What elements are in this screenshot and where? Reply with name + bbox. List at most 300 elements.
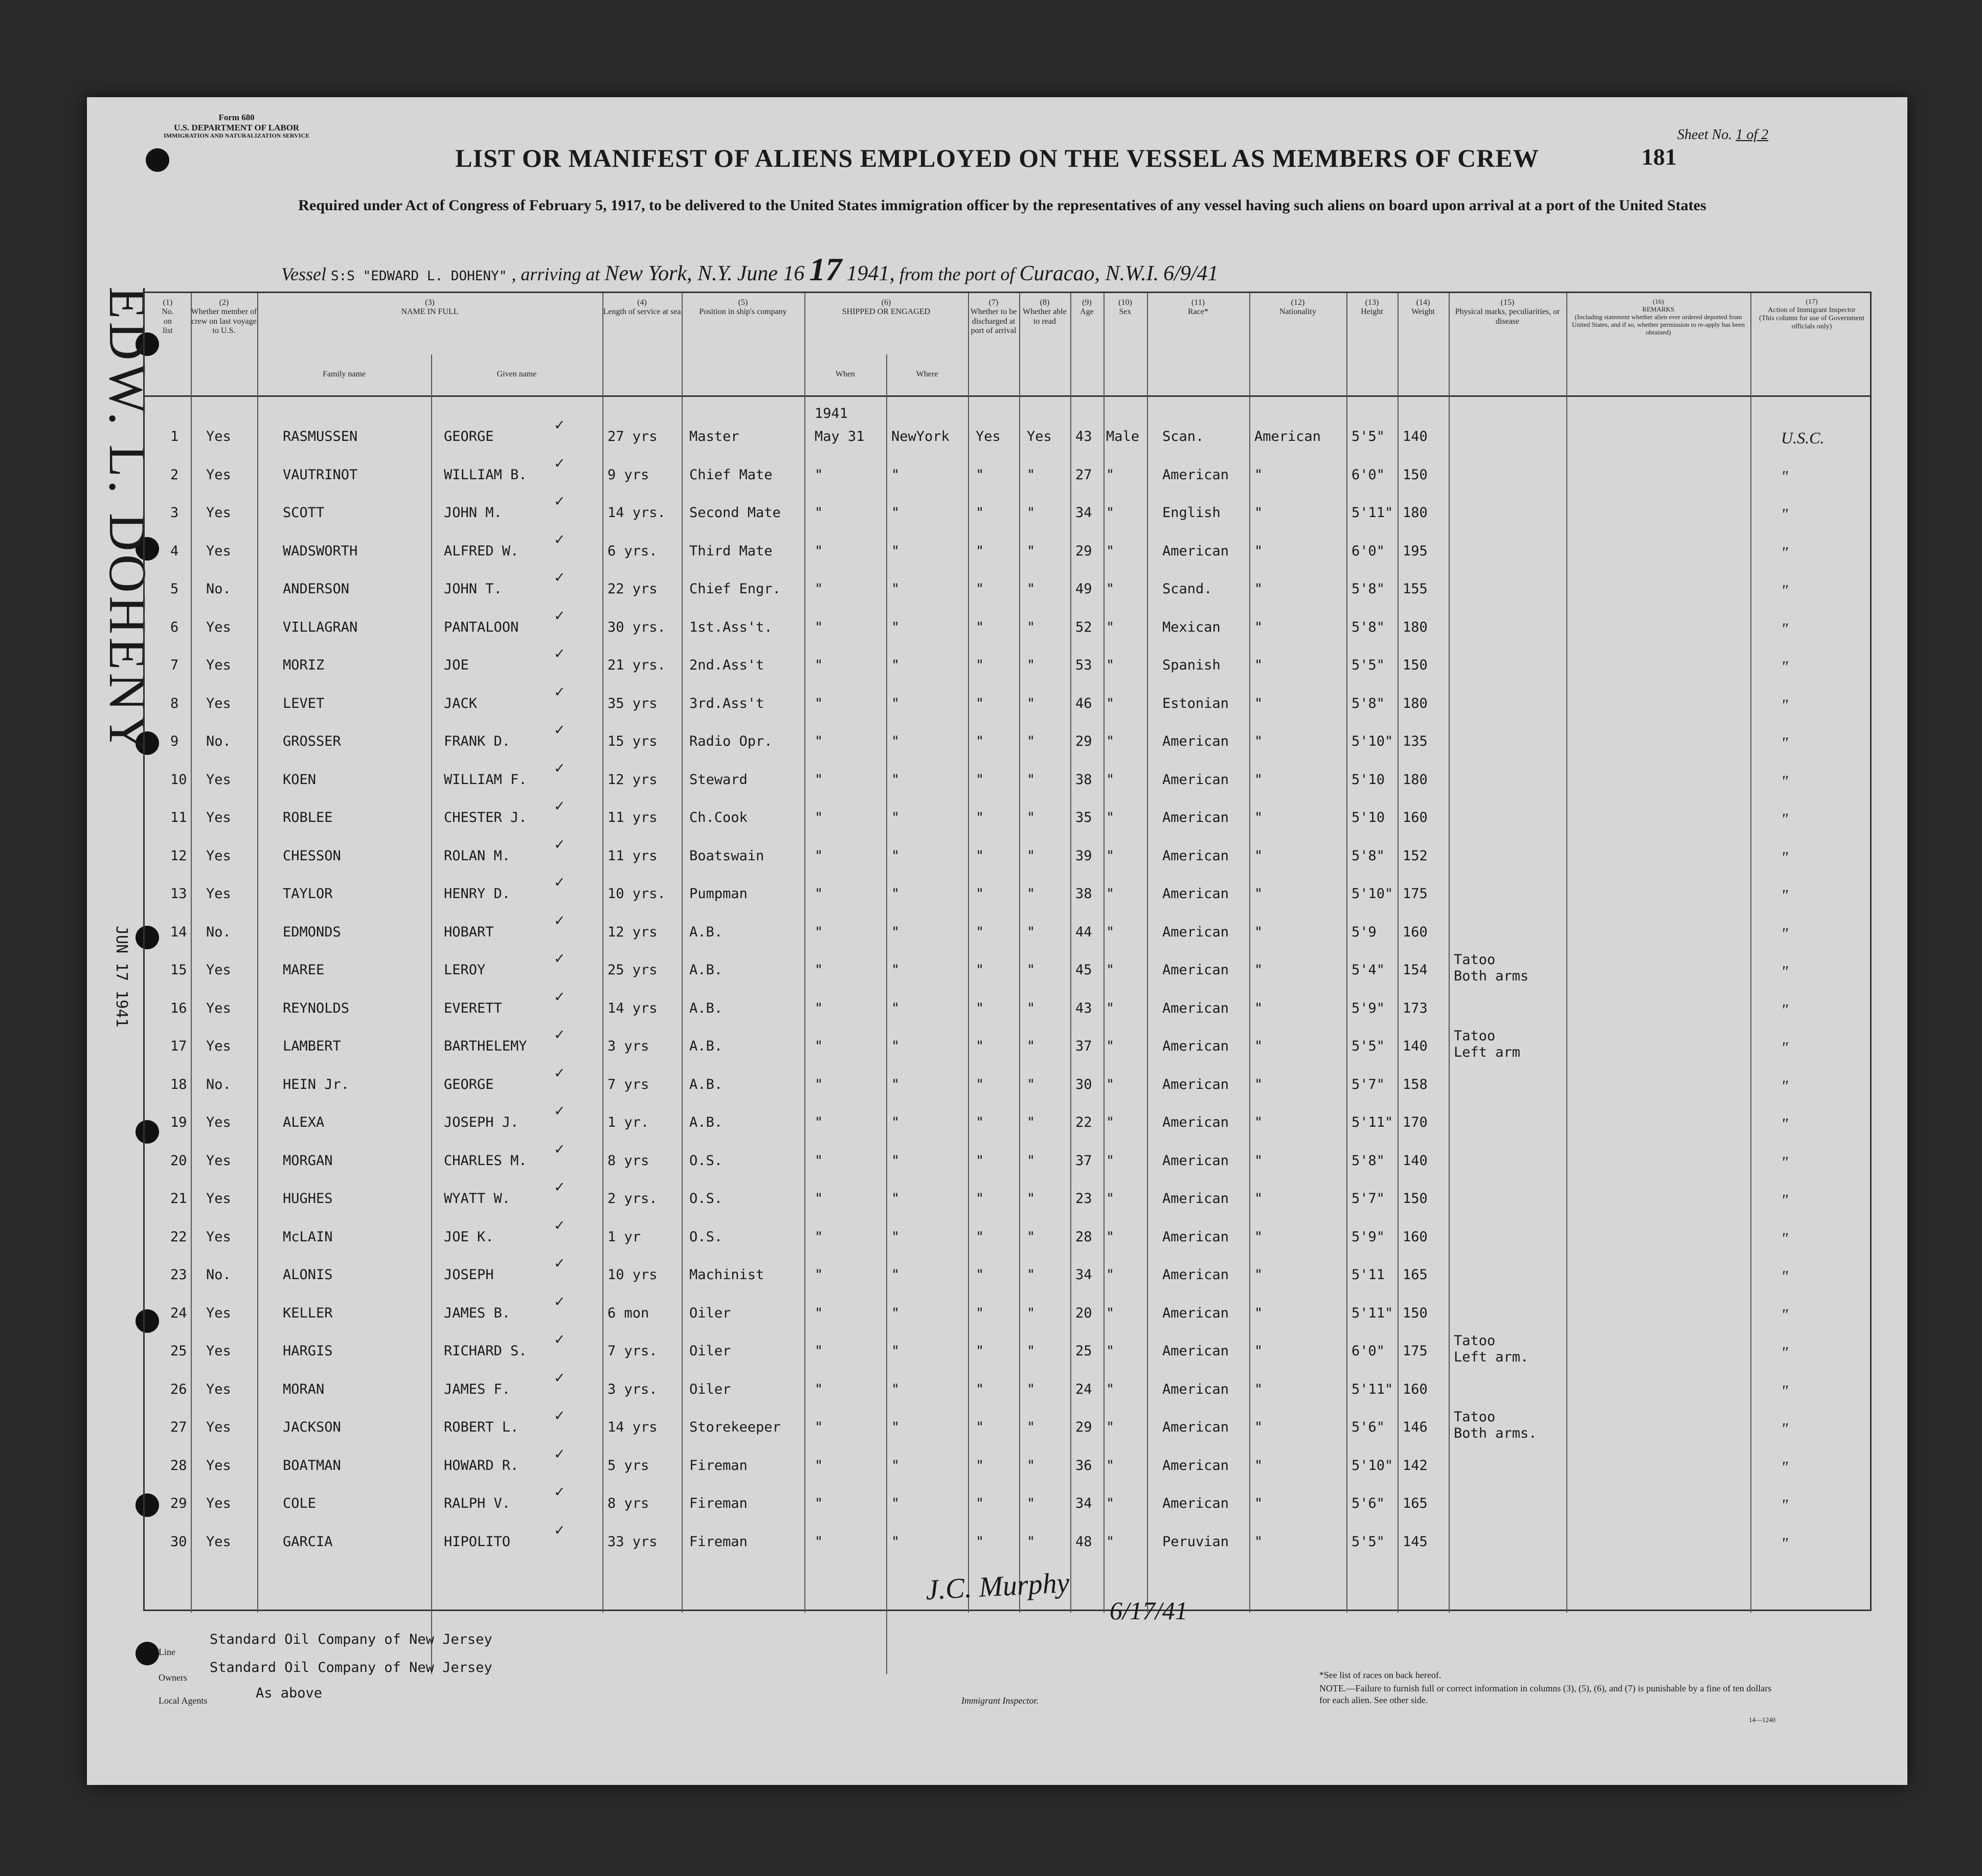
prev-voyage: Yes [206, 1191, 231, 1207]
header-family-name: Family name [323, 370, 366, 378]
age: 43 [1075, 1000, 1092, 1016]
page-title: LIST OR MANIFEST OF ALIENS EMPLOYED ON THE VESSEL AS MEMBERS OF CREW [455, 144, 1539, 172]
able-to-read: " [1027, 1229, 1035, 1245]
weight: 180 [1403, 505, 1428, 521]
height: 5'5" [1352, 657, 1385, 673]
sex: " [1106, 962, 1115, 978]
check-mark-icon: ✓ [554, 912, 566, 929]
shipped-when: " [815, 505, 823, 521]
position: A.B. [689, 1000, 723, 1016]
height: 5'10" [1352, 886, 1393, 902]
shipped-when: " [815, 695, 823, 711]
family-name: ALEXA [283, 1114, 325, 1130]
length-service: 27 yrs [607, 429, 658, 444]
height: 5'11" [1352, 505, 1393, 521]
discharged: " [976, 466, 984, 483]
given-name: WILLIAM B. [444, 466, 527, 483]
inspector-action: " [1781, 1305, 1788, 1324]
length-service: 14 yrs. [607, 505, 666, 521]
shipped-when: " [815, 886, 823, 902]
race: American [1162, 886, 1229, 902]
able-to-read: " [1027, 733, 1035, 749]
row-number: 3 [170, 505, 179, 521]
margin-date-stamp: JUN 17 1941 [112, 926, 130, 1028]
table-row [145, 1217, 1870, 1267]
height: 5'8" [1352, 695, 1385, 711]
position: Storekeeper [689, 1419, 781, 1435]
prev-voyage: Yes [206, 1457, 231, 1473]
nationality: American [1254, 429, 1321, 444]
race: American [1162, 962, 1229, 978]
sex: " [1106, 810, 1115, 825]
age: 48 [1075, 1533, 1092, 1550]
length-service: 15 yrs [607, 733, 658, 749]
family-name: GROSSER [283, 733, 341, 749]
age: 49 [1075, 581, 1092, 597]
service-name: IMMIGRATION AND NATURALIZATION SERVICE [164, 132, 310, 140]
race: American [1162, 1076, 1229, 1092]
check-mark-icon: ✓ [554, 455, 566, 472]
shipped-where: " [891, 1381, 900, 1397]
weight: 175 [1403, 886, 1428, 902]
table-row [145, 951, 1870, 1000]
from-port-label: from the port of [899, 264, 1015, 284]
age: 52 [1075, 619, 1092, 635]
able-to-read: " [1027, 1114, 1035, 1130]
first-row-year: 1941 [815, 406, 848, 421]
length-service: 8 yrs [607, 1495, 649, 1511]
height: 5'10 [1352, 771, 1385, 788]
sex: " [1106, 1114, 1115, 1130]
sex: " [1106, 543, 1115, 559]
nationality: " [1254, 810, 1263, 825]
shipped-when: " [815, 543, 823, 559]
discharged: " [976, 1152, 984, 1169]
height: 5'7" [1352, 1076, 1385, 1092]
owners-value: Standard Oil Company of New Jersey [210, 1660, 492, 1676]
given-name: JOSEPH [444, 1267, 494, 1283]
position: O.S. [689, 1191, 723, 1207]
length-service: 3 yrs. [607, 1381, 658, 1397]
row-number: 4 [170, 543, 179, 559]
prev-voyage: Yes [206, 619, 231, 635]
given-name: JACK [444, 695, 478, 711]
inspector-action: " [1781, 619, 1788, 638]
position: Boatswain [689, 847, 764, 864]
row-number: 13 [170, 886, 187, 902]
position: A.B. [689, 1076, 723, 1092]
race: American [1162, 924, 1229, 940]
table-row [145, 1065, 1870, 1114]
inspector-action: " [1781, 771, 1788, 790]
length-service: 35 yrs [607, 695, 658, 711]
row-number: 7 [170, 657, 179, 673]
check-mark-icon: ✓ [554, 1408, 566, 1424]
given-name: PANTALOON [444, 619, 519, 635]
check-mark-icon: ✓ [554, 531, 566, 548]
table-row [145, 1332, 1870, 1381]
weight: 165 [1403, 1267, 1428, 1283]
check-mark-icon: ✓ [554, 1065, 566, 1081]
able-to-read: " [1027, 466, 1035, 483]
header-sex: (10) Sex [1118, 298, 1132, 317]
race: Spanish [1162, 657, 1221, 673]
shipped-where: " [891, 1533, 900, 1550]
row-number: 25 [170, 1343, 187, 1359]
length-service: 7 yrs. [607, 1343, 658, 1359]
sex: " [1106, 1229, 1115, 1245]
shipped-where: " [891, 1343, 900, 1359]
given-name: HOWARD R. [444, 1457, 519, 1473]
sex: " [1106, 466, 1115, 483]
prev-voyage: Yes [206, 1495, 231, 1511]
weight: 150 [1403, 1191, 1428, 1207]
discharged: " [976, 657, 984, 673]
family-name: BOATMAN [283, 1457, 341, 1473]
given-name: JOHN T. [444, 581, 502, 597]
header-when: When [835, 370, 855, 378]
height: 5'11 [1352, 1267, 1385, 1283]
shipped-when: " [815, 1267, 823, 1283]
header-height: (13) Height [1361, 298, 1383, 317]
weight: 150 [1403, 1305, 1428, 1321]
discharged: " [976, 543, 984, 559]
length-service: 2 yrs. [607, 1191, 658, 1207]
given-name: JOE [444, 657, 469, 673]
able-to-read: " [1027, 771, 1035, 788]
age: 29 [1075, 733, 1092, 749]
race: American [1162, 733, 1229, 749]
race: Scand. [1162, 581, 1212, 597]
sex: " [1106, 886, 1115, 902]
table-row [145, 608, 1870, 657]
nationality: " [1254, 1191, 1263, 1207]
shipped-when: " [815, 1152, 823, 1169]
shipped-when: " [815, 1343, 823, 1359]
prev-voyage: No. [206, 1267, 231, 1283]
height: 5'11" [1352, 1381, 1393, 1397]
age: 27 [1075, 466, 1092, 483]
owners-label: Owners [159, 1672, 187, 1683]
shipped-when: " [815, 1038, 823, 1054]
table-row [145, 1370, 1870, 1419]
check-mark-icon: ✓ [554, 1332, 566, 1348]
weight: 160 [1403, 1381, 1428, 1397]
prev-voyage: No. [206, 733, 231, 749]
row-number: 12 [170, 847, 187, 864]
family-name: HARGIS [283, 1343, 333, 1359]
header-nationality: (12) Nationality [1279, 298, 1316, 317]
age: 46 [1075, 695, 1092, 711]
family-name: GARCIA [283, 1533, 333, 1550]
weight: 152 [1403, 847, 1428, 864]
able-to-read: " [1027, 1533, 1035, 1550]
vessel-name: S:S "EDWARD L. DOHENY" [330, 269, 507, 284]
given-name: ROLAN M. [444, 847, 511, 864]
length-service: 6 yrs. [607, 543, 658, 559]
inspector-action: " [1781, 733, 1788, 752]
race: American [1162, 847, 1229, 864]
sex: " [1106, 1000, 1115, 1016]
shipped-when: " [815, 1000, 823, 1016]
given-name: GEORGE [444, 429, 494, 444]
row-number: 30 [170, 1533, 187, 1550]
race: American [1162, 1114, 1229, 1130]
departure-port: Curacao, N.W.I. [1019, 262, 1159, 285]
form-code: 14—1240 [1749, 1716, 1775, 1724]
footnote-races: *See list of races on back hereof. [1319, 1670, 1442, 1680]
family-name: VAUTRINOT [283, 466, 358, 483]
race: American [1162, 1229, 1229, 1245]
length-service: 21 yrs. [607, 657, 666, 673]
age: 35 [1075, 810, 1092, 825]
family-name: RASMUSSEN [283, 429, 358, 444]
height: 5'8" [1352, 847, 1385, 864]
age: 24 [1075, 1381, 1092, 1397]
signature-date: 6/17/41 [1110, 1596, 1188, 1625]
race: Scan. [1162, 429, 1204, 444]
discharged: " [976, 962, 984, 978]
family-name: ALONIS [283, 1267, 333, 1283]
prev-voyage: Yes [206, 1305, 231, 1321]
sex: " [1106, 733, 1115, 749]
check-mark-icon: ✓ [554, 1522, 566, 1538]
row-number: 27 [170, 1419, 187, 1435]
header-no-on-list: (1) No. on list [162, 298, 174, 336]
header-length-service: (4) Length of service at sea [603, 298, 681, 317]
able-to-read: " [1027, 1038, 1035, 1054]
family-name: MAREE [283, 962, 325, 978]
check-mark-icon: ✓ [554, 1370, 566, 1386]
agents-label: Local Agents [159, 1695, 208, 1706]
crew-table [143, 292, 1872, 1611]
weight: 150 [1403, 657, 1428, 673]
given-name: EVERETT [444, 1000, 502, 1016]
sex: " [1106, 1152, 1115, 1169]
shipped-where: " [891, 924, 900, 940]
position: Fireman [689, 1457, 748, 1473]
vessel-label: Vessel [281, 264, 326, 284]
weight: 142 [1403, 1457, 1428, 1473]
weight: 154 [1403, 962, 1428, 978]
shipped-when: " [815, 1495, 823, 1511]
position: Fireman [689, 1533, 748, 1550]
row-number: 1 [170, 429, 179, 444]
height: 5'5" [1352, 1038, 1385, 1054]
given-name: ALFRED W. [444, 543, 519, 559]
prev-voyage: Yes [206, 543, 231, 559]
height: 5'5" [1352, 1533, 1385, 1550]
given-name: HENRY D. [444, 886, 511, 902]
shipped-where: " [891, 962, 900, 978]
position: Third Mate [689, 543, 773, 559]
family-name: REYNOLDS [283, 1000, 350, 1016]
length-service: 5 yrs [607, 1457, 649, 1473]
age: 37 [1075, 1152, 1092, 1169]
weight: 173 [1403, 1000, 1428, 1016]
margin-vessel-name: EDW. L. DOHENY [98, 286, 157, 756]
weight: 150 [1403, 466, 1428, 483]
age: 23 [1075, 1191, 1092, 1207]
race: American [1162, 1343, 1229, 1359]
table-row [145, 531, 1870, 581]
sex: " [1106, 1495, 1115, 1511]
shipped-when: " [815, 810, 823, 825]
shipped-where: " [891, 581, 900, 597]
weight: 135 [1403, 733, 1428, 749]
given-name: WILLIAM F. [444, 771, 527, 788]
given-name: JOE K. [444, 1229, 494, 1245]
inspector-action: " [1781, 1533, 1788, 1552]
height: 5'8" [1352, 581, 1385, 597]
row-number: 8 [170, 695, 179, 711]
able-to-read: " [1027, 505, 1035, 521]
sheet-number [1677, 127, 1768, 143]
weight: 160 [1403, 924, 1428, 940]
race: American [1162, 1305, 1229, 1321]
discharged: " [976, 619, 984, 635]
position: O.S. [689, 1229, 723, 1245]
shipped-where: " [891, 1114, 900, 1130]
footnote-penalty: NOTE.—Failure to furnish full or correct information in columns (3), (5), (6), and (7) is punishable by a fine of ten dollars for each alien. See other side. [1319, 1683, 1772, 1705]
inspector-action: " [1781, 1419, 1788, 1438]
sex: " [1106, 924, 1115, 940]
shipped-when: " [815, 581, 823, 597]
height: 5'5" [1352, 429, 1385, 444]
discharged: " [976, 771, 984, 788]
nationality: " [1254, 581, 1263, 597]
weight: 155 [1403, 581, 1428, 597]
shipped-where: " [891, 657, 900, 673]
shipped-where: " [891, 733, 900, 749]
inspector-action: " [1781, 847, 1788, 866]
sex: " [1106, 505, 1115, 521]
nationality: " [1254, 733, 1263, 749]
prev-voyage: Yes [206, 466, 231, 483]
family-name: CHESSON [283, 847, 341, 864]
discharged: " [976, 1229, 984, 1245]
given-name: CHARLES M. [444, 1152, 527, 1169]
table-row [145, 1179, 1870, 1229]
position: 2nd.Ass't [689, 657, 764, 673]
shipped-when: " [815, 1076, 823, 1092]
arriving-label: , arriving at [511, 264, 600, 284]
able-to-read: " [1027, 619, 1035, 635]
shipped-when: " [815, 466, 823, 483]
weight: 140 [1403, 1038, 1428, 1054]
family-name: McLAIN [283, 1229, 333, 1245]
family-name: TAYLOR [283, 886, 333, 902]
length-service: 1 yr. [607, 1114, 649, 1130]
prev-voyage: Yes [206, 810, 231, 825]
weight: 175 [1403, 1343, 1428, 1359]
height: 5'11" [1352, 1114, 1393, 1130]
race: American [1162, 543, 1229, 559]
given-name: FRANK D. [444, 733, 511, 749]
age: 30 [1075, 1076, 1092, 1092]
prev-voyage: Yes [206, 1000, 231, 1016]
age: 36 [1075, 1457, 1092, 1473]
nationality: " [1254, 1038, 1263, 1054]
position: A.B. [689, 1114, 723, 1130]
race: American [1162, 771, 1229, 788]
position: Oiler [689, 1343, 731, 1359]
check-mark-icon: ✓ [554, 798, 566, 814]
prev-voyage: Yes [206, 847, 231, 864]
length-service: 22 yrs [607, 581, 658, 597]
family-name: KOEN [283, 771, 317, 788]
arrival-port: New York, N.Y. [604, 262, 733, 285]
nationality: " [1254, 1533, 1263, 1550]
prev-voyage: Yes [206, 695, 231, 711]
position: A.B. [689, 924, 723, 940]
sex: " [1106, 1343, 1115, 1359]
shipped-when: " [815, 771, 823, 788]
length-service: 33 yrs [607, 1533, 658, 1550]
nationality: " [1254, 1000, 1263, 1016]
row-number: 18 [170, 1076, 187, 1092]
physical-marks: Tatoo Left arm. [1454, 1333, 1529, 1366]
inspector-action: " [1781, 505, 1788, 523]
header-physical-marks: (15) Physical marks, peculiarities, or disease [1455, 298, 1560, 326]
race: Peruvian [1162, 1533, 1229, 1550]
table-row [145, 1484, 1870, 1533]
length-service: 6 mon [607, 1305, 649, 1321]
header-weight: (14) Weight [1411, 298, 1435, 317]
age: 38 [1075, 886, 1092, 902]
table-row [145, 646, 1870, 695]
nationality: " [1254, 847, 1263, 864]
row-number: 19 [170, 1114, 187, 1130]
check-mark-icon: ✓ [554, 1484, 566, 1500]
shipped-when: " [815, 1191, 823, 1207]
height: 5'6" [1352, 1419, 1385, 1435]
inspector-action: " [1781, 1000, 1788, 1019]
discharged: " [976, 1381, 984, 1397]
check-mark-icon: ✓ [554, 760, 566, 776]
family-name: MORIZ [283, 657, 325, 673]
table-row [145, 1408, 1870, 1457]
able-to-read: " [1027, 1305, 1035, 1321]
header-able-to-read: (8) Whether able to read [1023, 298, 1067, 326]
form-number: Form 680 [218, 113, 255, 122]
prev-voyage: Yes [206, 1038, 231, 1054]
length-service: 30 yrs. [607, 619, 666, 635]
check-mark-icon: ✓ [554, 1256, 566, 1271]
length-service: 14 yrs [607, 1000, 658, 1016]
nationality: " [1254, 1305, 1263, 1321]
length-service: 8 yrs [607, 1152, 649, 1169]
family-name: MORGAN [283, 1152, 333, 1169]
length-service: 11 yrs [607, 810, 658, 825]
shipped-where: " [891, 1191, 900, 1207]
height: 6'0" [1352, 1343, 1385, 1359]
position: O.S. [689, 1152, 723, 1169]
shipped-where: " [891, 1419, 900, 1435]
nationality: " [1254, 924, 1263, 940]
check-mark-icon: ✓ [554, 646, 566, 662]
given-name: JAMES B. [444, 1305, 511, 1321]
family-name: VILLAGRAN [283, 619, 358, 635]
able-to-read: " [1027, 581, 1035, 597]
race: American [1162, 1381, 1229, 1397]
shipped-when: " [815, 733, 823, 749]
family-name: ROBLEE [283, 810, 333, 825]
nationality: " [1254, 657, 1263, 673]
length-service: 7 yrs [607, 1076, 649, 1092]
table-row [145, 875, 1870, 924]
discharged: " [976, 1076, 984, 1092]
